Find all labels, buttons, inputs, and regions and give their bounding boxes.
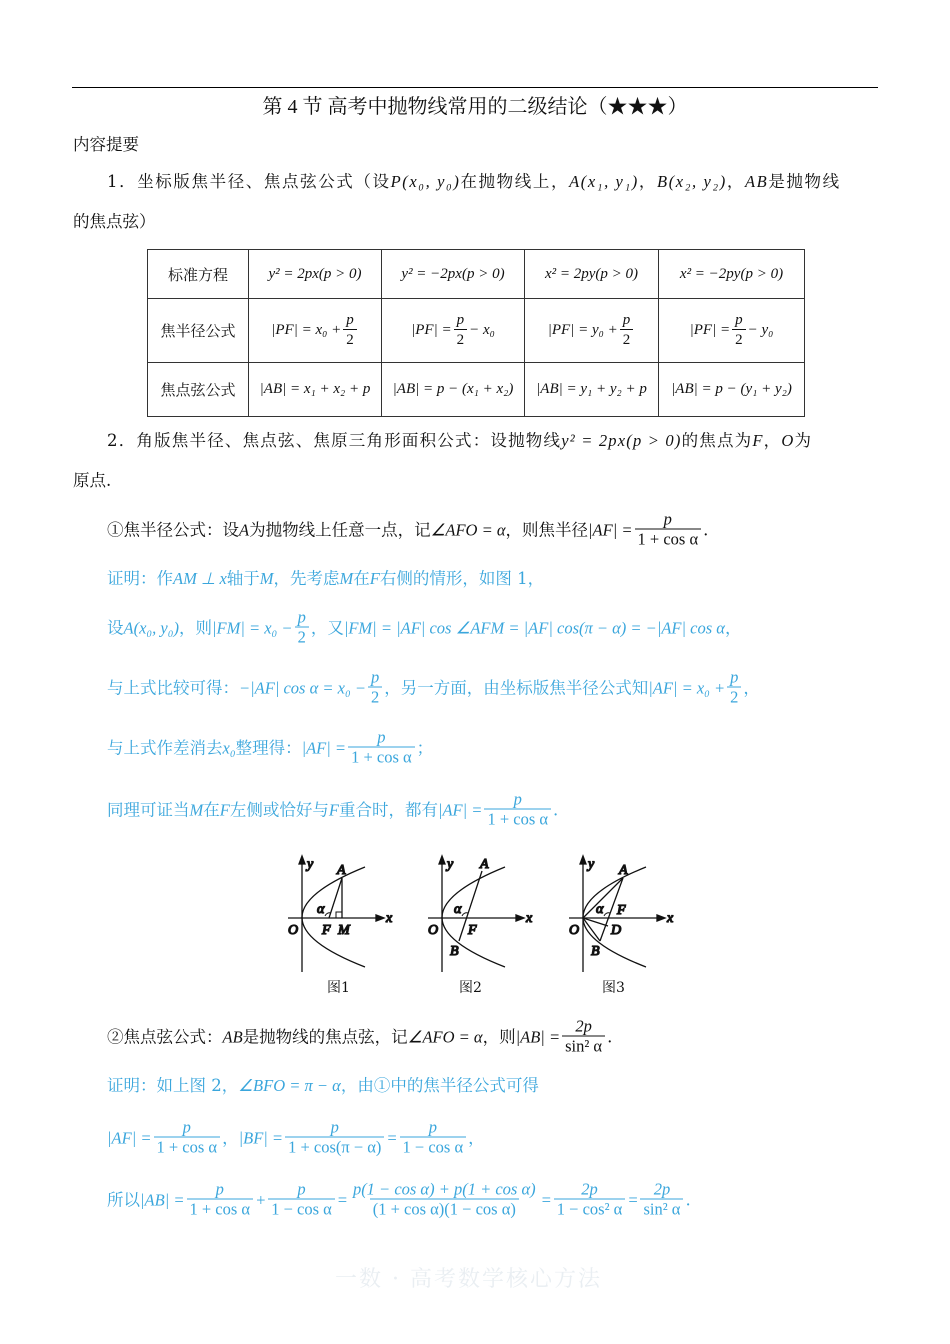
fraction-numerator: p — [730, 667, 739, 687]
proof2-line3 — [107, 1181, 691, 1220]
fraction-numerator: 2p — [575, 1016, 592, 1036]
formula-cell — [249, 250, 382, 299]
text-segment: ， — [638, 172, 658, 191]
fraction-numerator: p(1 − cos α) + p(1 + cos α) — [352, 1179, 536, 1199]
text-segment: 与上式作差消去 — [107, 738, 223, 757]
text-segment: 同理可证当 — [107, 800, 190, 819]
fraction-denominator: 1 + cos α — [187, 1199, 254, 1220]
fraction — [343, 311, 357, 350]
text-segment: . — [685, 1190, 691, 1209]
fraction — [268, 1181, 335, 1220]
formula-table — [147, 249, 805, 417]
fraction-denominator: 1 + cos(π − α) — [285, 1137, 384, 1158]
text-segment: 标准方程 — [167, 265, 228, 284]
math-expression: M — [189, 800, 204, 819]
focus-label: F — [468, 923, 477, 938]
fraction-numerator: p — [622, 312, 631, 328]
figure-2-caption: 图2 — [459, 980, 482, 996]
fraction-denominator: sin² α — [640, 1199, 683, 1220]
text-segment: ， — [724, 618, 742, 637]
fraction — [554, 1181, 626, 1220]
sec2-line1 — [107, 431, 812, 451]
fraction — [732, 311, 746, 350]
text-segment: 在 — [353, 569, 370, 588]
table-row — [148, 363, 805, 417]
math-expression: |PF| = — [411, 322, 452, 338]
text-segment: 的焦点弦） — [73, 212, 156, 231]
fraction-denominator: 2 — [295, 627, 309, 648]
fraction — [350, 1181, 539, 1220]
math-expression: |PF| = x₀ + — [271, 322, 342, 338]
focal-radius-formula — [107, 511, 708, 550]
row-header-cell — [148, 363, 249, 417]
text-segment: 原点. — [73, 471, 112, 490]
angle-label: α — [596, 902, 604, 917]
proof1-line4 — [107, 729, 433, 768]
math-expression: |AF| = — [437, 800, 483, 819]
math-expression: A — [239, 520, 250, 539]
cell-content — [382, 381, 524, 398]
math-expression: − x₀ — [469, 322, 495, 338]
text-segment: ； — [416, 738, 434, 757]
math-expression: x² = 2py(p > 0) — [544, 265, 639, 282]
fraction-denominator: 1 + cos α — [348, 747, 415, 768]
angle-label: α — [317, 902, 325, 917]
proof2-line2 — [107, 1119, 485, 1158]
origin-label: O — [428, 923, 439, 938]
text-segment: 的焦点为 — [681, 431, 753, 450]
fraction — [620, 311, 634, 350]
text-segment: 是抛物线的焦点弦，记 — [242, 1027, 408, 1046]
text-segment: 所以 — [107, 1190, 140, 1209]
fraction-numerator: p — [215, 1179, 224, 1199]
text-segment: 在抛物线上， — [460, 172, 570, 191]
sec2-line2 — [73, 471, 111, 491]
text-segment: . — [703, 520, 709, 539]
fraction-denominator: sin² α — [562, 1036, 605, 1057]
cell-content — [148, 264, 248, 285]
angle-label: α — [454, 902, 462, 917]
math-expression: O — [781, 431, 795, 450]
point-b-label: B — [591, 944, 600, 959]
proof2-line1 — [107, 1076, 539, 1096]
text-segment: ，则 — [482, 1027, 516, 1046]
fraction — [400, 1119, 467, 1158]
cell-content — [659, 266, 804, 283]
fraction-numerator: p — [330, 1117, 339, 1137]
fraction — [368, 669, 382, 708]
math-expression: M — [339, 569, 354, 588]
point-a-label: A — [619, 863, 628, 878]
math-expression: = — [336, 1190, 348, 1209]
math-expression: y² = −2px(p > 0) — [401, 265, 505, 282]
focal-chord-formula — [107, 1018, 612, 1057]
fraction — [484, 791, 551, 830]
fraction-denominator: 2 — [727, 687, 741, 708]
math-expression: A(x₁, y₁) — [569, 172, 639, 191]
math-expression: M — [259, 569, 274, 588]
x-label: x — [386, 911, 393, 926]
point-d-label: D — [611, 923, 622, 938]
math-expression: x² = −2py(p > 0) — [679, 265, 784, 282]
fraction-denominator: 1 − cos² α — [554, 1199, 626, 1220]
cell-content — [382, 266, 524, 283]
math-expression: = — [386, 1128, 398, 1147]
text-segment: 设 — [107, 618, 124, 637]
fraction-numerator: p — [377, 727, 386, 747]
table-row — [148, 299, 805, 363]
header-rule — [72, 87, 878, 88]
fraction-denominator: 1 + cos α — [154, 1137, 221, 1158]
summary-heading: 内容提要 — [73, 135, 139, 154]
fraction — [562, 1018, 605, 1057]
formula-cell — [525, 363, 659, 417]
text-segment: . — [607, 1027, 613, 1046]
text-segment: ， — [726, 172, 745, 191]
math-expression: |AF| = x₀ + — [648, 678, 726, 697]
cell-content — [148, 320, 248, 341]
text-segment: 为 — [794, 431, 813, 450]
math-expression: ∠AFO = α — [430, 520, 506, 539]
math-expression: y² = 2px(p > 0) — [268, 265, 362, 282]
fraction-numerator: 2p — [581, 1179, 598, 1199]
text-segment: 为抛物线上任意一点，记 — [249, 520, 431, 539]
math-expression: |AB| = x₁ + x₂ + p — [259, 381, 371, 397]
text-segment: 焦半径公式 — [160, 322, 236, 340]
text-segment: 在 — [203, 800, 220, 819]
text-segment: ，则 — [178, 618, 212, 637]
figure-2 — [412, 852, 542, 977]
sec1-line1 — [107, 172, 841, 192]
math-expression: ∠AFO = α — [407, 1027, 483, 1046]
math-expression: |AB| = — [140, 1190, 185, 1209]
math-expression: |AF| = — [588, 520, 633, 539]
text-segment: 重合时，都有 — [338, 800, 438, 819]
math-expression: |PF| = — [689, 322, 731, 338]
point-a-label: A — [337, 863, 346, 878]
fraction-numerator: p — [428, 1117, 437, 1137]
proof1-line1 — [107, 569, 544, 589]
formula-cell — [525, 299, 659, 363]
fraction-numerator: p — [735, 312, 743, 328]
math-expression: B(x₂, y₂) — [657, 172, 727, 191]
fraction-denominator: 2 — [343, 329, 357, 350]
math-expression: AB — [744, 172, 769, 191]
math-expression: |AB| = — [515, 1027, 561, 1046]
x-label: x — [667, 911, 674, 926]
fraction — [640, 1181, 683, 1220]
text-segment: 1．坐标版焦半径、焦点弦公式（设 — [107, 172, 391, 191]
figure-3-caption: 图3 — [602, 980, 625, 996]
math-expression: y² = 2px(p > 0) — [561, 431, 682, 450]
text-segment: 左侧或恰好与 — [229, 800, 329, 819]
fraction-numerator: p — [297, 1179, 306, 1199]
watermark: 一数 · 高考数学核心方法 — [335, 1267, 602, 1292]
table-row — [148, 250, 805, 299]
text-segment: 证明：如上图 2， — [107, 1076, 239, 1095]
fraction — [295, 609, 309, 648]
text-segment: 焦点弦公式 — [160, 381, 236, 399]
math-expression: − y₀ — [747, 322, 774, 338]
proof1-line2 — [107, 609, 741, 648]
math-expression: |AB| = p − (x₁ + x₂) — [392, 381, 514, 397]
focus-label: F — [617, 903, 626, 918]
cell-content — [249, 311, 381, 350]
y-label: y — [588, 857, 595, 872]
fraction-numerator: p — [370, 667, 380, 687]
fraction-denominator: 1 − cos α — [268, 1199, 335, 1220]
math-expression: F — [328, 800, 339, 819]
text-segment: ，又 — [310, 618, 344, 637]
figure-1-caption: 图1 — [327, 980, 350, 996]
text-segment: 2．角版焦半径、焦点弦、焦原三角形面积公式：设抛物线 — [107, 431, 562, 450]
cell-content — [148, 379, 248, 400]
fraction-denominator: 2 — [368, 687, 382, 708]
y-label: y — [307, 857, 314, 872]
cell-content — [249, 266, 381, 283]
text-segment: 证明：作 — [107, 569, 173, 588]
fraction-denominator: 2 — [620, 329, 634, 350]
formula-cell — [659, 299, 805, 363]
origin-label: O — [569, 923, 580, 938]
cell-content — [382, 311, 524, 350]
text-segment: ，则焦半径 — [505, 520, 589, 539]
formula-cell — [249, 363, 382, 417]
text-segment: . — [553, 800, 559, 819]
fraction — [454, 311, 468, 350]
text-segment: ， — [222, 1128, 239, 1147]
math-expression: F — [752, 431, 764, 450]
math-expression: = — [627, 1190, 639, 1209]
text-segment: 是抛物线 — [768, 172, 841, 191]
math-expression: = — [540, 1190, 552, 1209]
section-title: 第 4 节 高考中抛物线常用的二级结论（★★★） — [262, 96, 688, 118]
fraction-numerator: p — [513, 789, 522, 809]
fraction-denominator: 2 — [732, 329, 746, 350]
fraction — [635, 511, 702, 550]
fraction-denominator: 2 — [454, 329, 468, 350]
fraction-numerator: p — [346, 312, 354, 328]
fraction-denominator: 1 − cos α — [400, 1137, 467, 1158]
formula-cell — [525, 250, 659, 299]
fraction-numerator: p — [182, 1117, 191, 1137]
text-segment: ， — [468, 1128, 485, 1147]
cell-content — [525, 311, 658, 350]
math-expression: AB — [222, 1027, 243, 1046]
sec1-line2 — [73, 212, 156, 232]
math-expression: |AB| = y₁ + y₂ + p — [536, 381, 647, 397]
text-segment: ， — [743, 678, 760, 697]
fraction-denominator: 1 + cos α — [635, 529, 702, 550]
math-expression: |AB| = p − (y₁ + y₂) — [671, 381, 792, 397]
text-segment: ，先考虑 — [273, 569, 340, 588]
math-expression: + — [255, 1190, 267, 1209]
fraction — [285, 1119, 384, 1158]
math-expression: F — [369, 569, 380, 588]
math-expression: P(x₀, y₀) — [390, 172, 461, 191]
text-segment: 右侧的情形，如图 1， — [379, 569, 545, 588]
math-expression: −|AF| cos α = x₀ − — [239, 678, 366, 697]
proof1-line3 — [107, 669, 760, 708]
y-label: y — [447, 857, 454, 872]
text-segment: 整理得： — [235, 738, 302, 757]
cell-content — [525, 381, 658, 398]
fraction — [187, 1181, 254, 1220]
formula-cell — [659, 363, 805, 417]
fraction-numerator: 2p — [653, 1179, 671, 1199]
figure-1 — [272, 852, 402, 977]
x-label: x — [526, 911, 533, 926]
fraction — [727, 669, 741, 708]
fraction — [154, 1119, 221, 1158]
formula-cell — [249, 299, 382, 363]
cell-content — [249, 381, 381, 398]
math-expression: A(x₀, y₀) — [123, 618, 179, 637]
fraction-numerator: p — [456, 312, 465, 328]
formula-cell — [659, 250, 805, 299]
fraction-denominator: (1 + cos α)(1 − cos α) — [370, 1199, 519, 1220]
formula-cell — [382, 299, 525, 363]
fraction-denominator: 1 + cos α — [484, 809, 551, 830]
cell-content — [659, 311, 804, 350]
math-expression: x₀ — [222, 738, 236, 757]
text-segment: ①焦半径公式：设 — [107, 520, 239, 539]
origin-label: O — [288, 923, 299, 938]
math-expression: |AF| = — [107, 1128, 152, 1147]
math-expression: AM ⊥ x — [173, 569, 227, 588]
math-expression: F — [219, 800, 230, 819]
text-segment: 与上式比较可得： — [107, 678, 239, 697]
focus-label: F — [322, 923, 331, 938]
cell-content — [525, 266, 658, 283]
row-header-cell — [148, 299, 249, 363]
proof1-line5 — [107, 791, 558, 830]
text-segment: ，由①中的焦半径公式可得 — [340, 1076, 539, 1095]
fraction-numerator: p — [297, 607, 306, 627]
math-expression: |PF| = y₀ + — [547, 322, 618, 338]
math-expression: |FM| = x₀ − — [211, 618, 293, 637]
text-segment: ②焦点弦公式： — [107, 1027, 223, 1046]
fraction — [348, 729, 415, 768]
point-a-label: A — [480, 857, 489, 872]
row-header-cell — [148, 250, 249, 299]
math-expression: |BF| = — [238, 1128, 284, 1147]
point-m-label: M — [338, 923, 350, 938]
text-segment: ，另一方面，由坐标版焦半径公式知 — [384, 678, 649, 697]
cell-content — [659, 381, 804, 398]
point-b-label: B — [450, 944, 459, 959]
text-segment: ， — [763, 431, 782, 450]
fraction-numerator: p — [663, 509, 672, 529]
formula-cell — [382, 363, 525, 417]
figure-3 — [553, 852, 683, 977]
text-segment: 轴于 — [226, 569, 260, 588]
math-expression: ∠BFO = π − α — [238, 1076, 341, 1095]
formula-cell — [382, 250, 525, 299]
math-expression: |AF| = — [301, 738, 347, 757]
math-expression: |FM| = |AF| cos ∠AFM = |AF| cos(π − α) = −|AF| cos α — [343, 618, 725, 637]
